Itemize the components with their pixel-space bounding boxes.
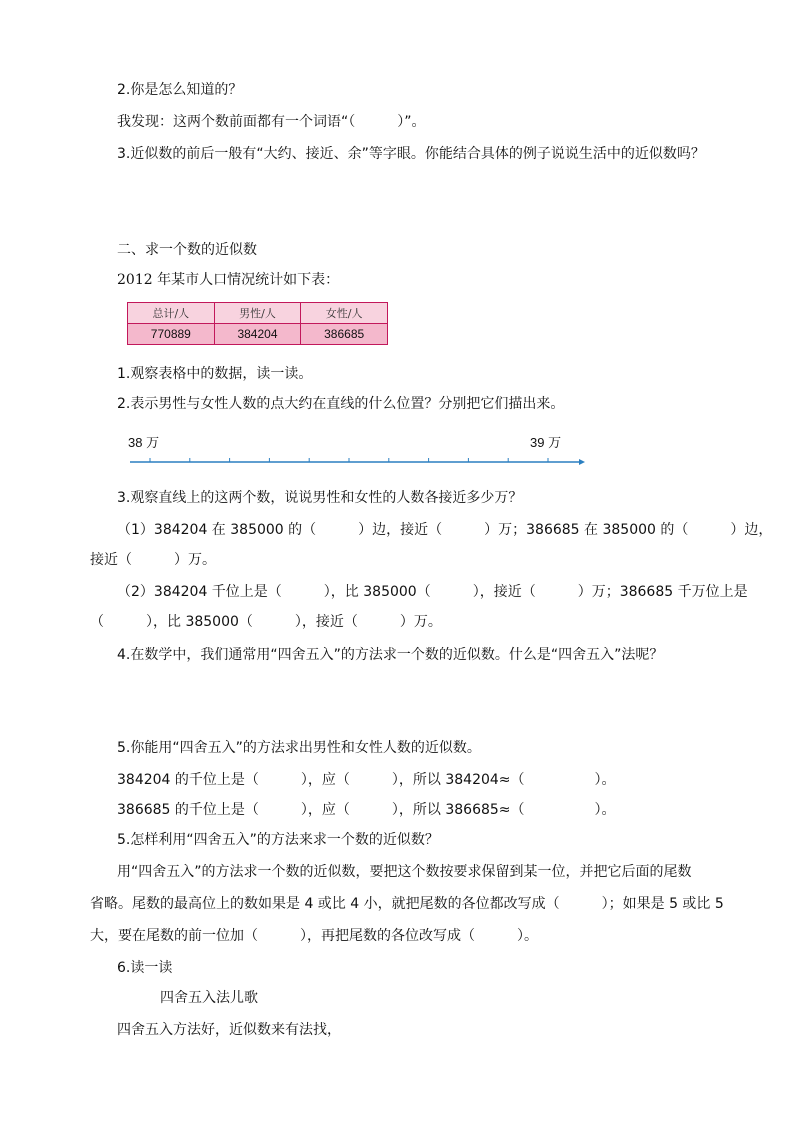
- question-3: 3.近似数的前后一般有“大约、接近、余”等字眼。你能结合具体的例子说说生活中的近似数吗？: [117, 146, 705, 162]
- observe-3: 3.观察直线上的这两个数，说说男性和女性的人数各接近多少万？: [117, 490, 523, 506]
- part-2-line-b: （ ），比 385000（ ），接近（ ）万。: [90, 614, 442, 630]
- observe-1: 1.观察表格中的数据，读一读。: [117, 366, 313, 382]
- discovery-text: 我发现：这两个数前面都有一个词语“（ ）”。: [117, 114, 426, 130]
- table-row: [128, 324, 388, 345]
- header-male: 男性/人: [214, 303, 301, 324]
- explanation-line-2: 省略。尾数的最高位上的数如果是 4 或比 4 小，就把尾数的各位都改写成（ ）；如果是 5 或比 5: [90, 896, 724, 912]
- population-table: [127, 302, 388, 345]
- number-line-arrow: [579, 459, 585, 465]
- rounding-male: 384204 的千位上是（ ），应（ ），所以 384204≈（ ）。: [117, 772, 616, 788]
- song-line-1: 四舍五入方法好，近似数来有法找，: [117, 1022, 341, 1038]
- part-1-line-b: 接近（ ）万。: [90, 552, 216, 568]
- table-intro: 2012 年某市人口情况统计如下表：: [117, 272, 340, 288]
- rounding-female: 386685 的千位上是（ ），应（ ），所以 386685≈（ ）。: [117, 802, 616, 818]
- value-male: 384204: [214, 324, 301, 345]
- section-title-2: 二、求一个数的近似数: [117, 242, 257, 258]
- question-4: 4.在数学中，我们通常用“四舍五入”的方法求一个数的近似数。什么是“四舍五入”法呢？: [117, 647, 664, 663]
- explanation-line-1: 用“四舍五入”的方法求一个数的近似数，要把这个数按要求保留到某一位，并把它后面的尾数: [117, 864, 692, 880]
- question-5: 5.你能用“四舍五入”的方法求出男性和女性人数的近似数。: [117, 740, 481, 756]
- header-total: 总计/人: [128, 303, 215, 324]
- observe-2: 2.表示男性与女性人数的点大约在直线的什么位置？分别把它们描出来。: [117, 396, 565, 412]
- number-line-axis: [120, 430, 590, 474]
- number-line[interactable]: [120, 430, 590, 474]
- part-2-line-a: （2）384204 千位上是（ ），比 385000（ ），接近（ ）万；386685 千万位上是: [117, 584, 748, 600]
- number-line-end-label: 39 万: [530, 435, 562, 450]
- explanation-line-3: 大，要在尾数的前一位加（ ），再把尾数的各位改写成（ ）。: [90, 928, 538, 944]
- question-6: 6.读一读: [117, 960, 173, 976]
- number-line-start-label: 38 万: [128, 435, 160, 450]
- question-5b: 5.怎样利用“四舍五入”的方法来求一个数的近似数？: [117, 832, 439, 848]
- part-1-line-a: （1）384204 在 385000 的（ ）边，接近（ ）万；386685 在 385000 的（ ）边，: [117, 522, 773, 538]
- value-female: 386685: [301, 324, 388, 345]
- header-female: 女性/人: [301, 303, 388, 324]
- value-total: 770889: [128, 324, 215, 345]
- table-header-row: [128, 303, 388, 324]
- question-2: 2.你是怎么知道的？: [117, 82, 243, 98]
- song-title: 四舍五入法儿歌: [160, 990, 258, 1006]
